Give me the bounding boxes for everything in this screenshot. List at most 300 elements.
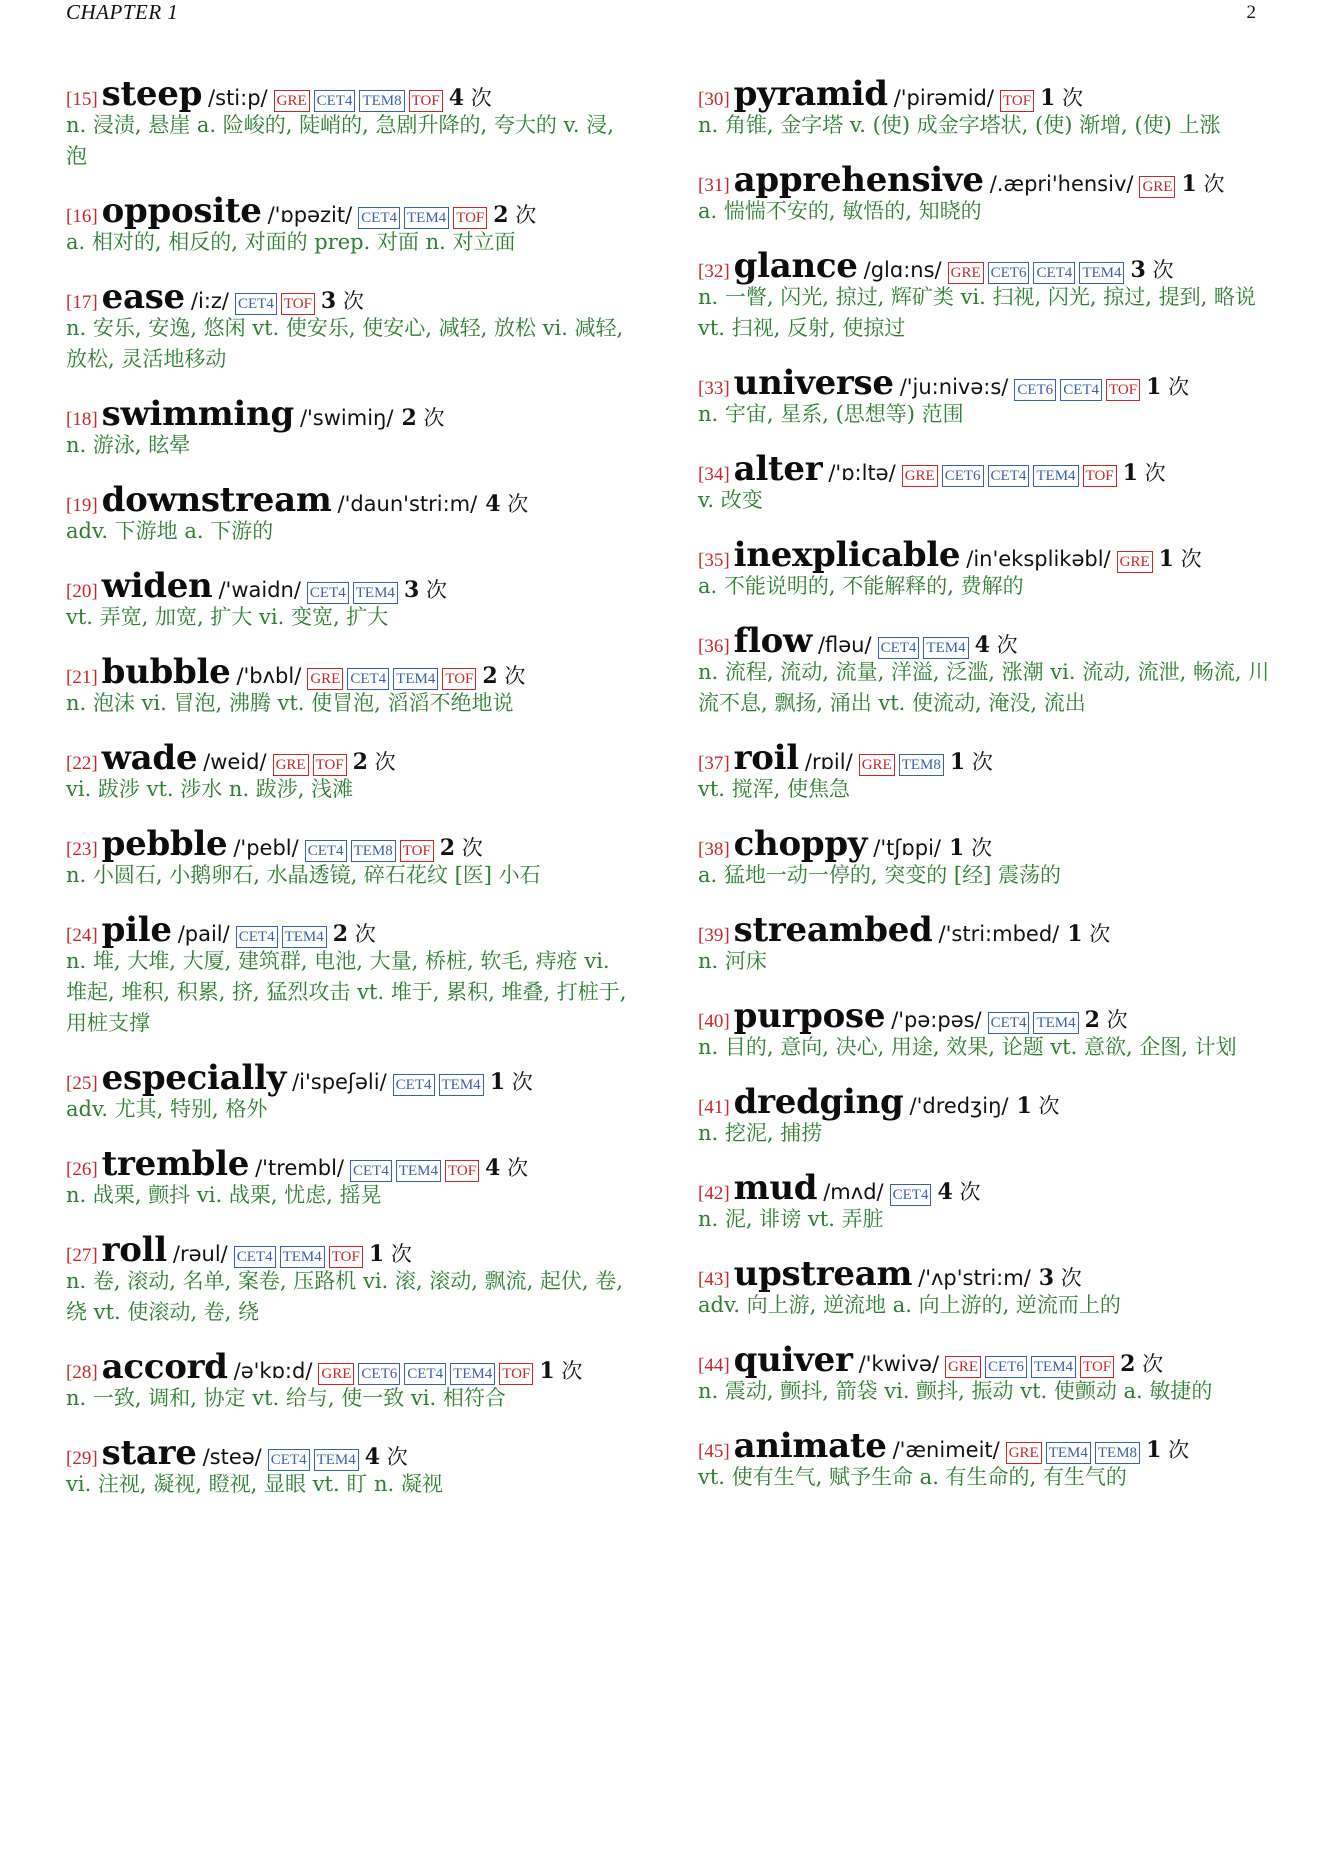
frequency-unit: 次 [561,1359,583,1383]
frequency-unit: 次 [461,836,483,860]
entry-index: [20] [66,581,98,602]
entry-index: [36] [698,636,730,657]
entry-headline [698,1426,1270,1466]
vocab-entry [66,277,636,375]
frequency-unit: 次 [1062,86,1084,110]
exam-tag-cet4: CET4 [236,926,278,948]
entry-headline [698,1082,1270,1122]
vocab-entry [698,363,1270,430]
entry-headline [698,1168,1270,1208]
frequency-count [1039,1262,1082,1292]
frequency-unit: 次 [423,406,445,430]
exam-tag-tof: TOF [442,668,476,690]
exam-tag-cet6: CET6 [1014,379,1056,401]
entry-headline [66,1347,636,1387]
vocab-entry [698,1082,1270,1149]
pronunciation: /i'speʃəli/ [292,1070,387,1094]
left-column [66,74,636,1500]
exam-tags [232,926,327,948]
entry-index: [34] [698,464,730,485]
exam-tag-cet6: CET6 [985,1356,1027,1378]
frequency-number: 4 [974,632,990,658]
exam-tags [1002,1442,1140,1464]
frequency-count [404,574,447,604]
entry-headline [66,394,636,434]
definition: adv. 向上游, 逆流地 a. 向上游的, 逆流而上的 [698,1293,1121,1317]
frequency-number: 4 [937,1179,953,1205]
exam-tag-tof: TOF [499,1363,533,1385]
pronunciation: /'pə:pəs/ [891,1008,982,1032]
vocab-entry [66,738,636,805]
exam-tags [303,668,476,690]
frequency-number: 1 [1146,374,1162,400]
frequency-number: 1 [1146,1437,1162,1463]
frequency-count [1085,1004,1128,1034]
entry-index: [24] [66,925,98,946]
exam-tag-tem4: TEM4 [1033,1012,1078,1034]
entry-headline [698,160,1270,200]
exam-tags [303,582,398,604]
exam-tag-gre: GRE [859,754,895,776]
vocab-entry [66,480,636,547]
headword: roll [101,1230,167,1270]
frequency-number: 2 [352,749,368,775]
frequency-count [1120,1348,1163,1378]
exam-tag-cet4: CET4 [314,90,356,112]
definition: n. 安乐, 安逸, 悠闲 vt. 使安乐, 使安心, 减轻, 放松 vi. 减轻, 放松, 灵活地移动 [66,316,624,371]
frequency-unit: 次 [390,1242,412,1266]
exam-tag-tof: TOF [453,207,487,229]
frequency-unit: 次 [507,492,529,516]
frequency-number: 2 [439,835,456,861]
entry-headline [698,824,1270,864]
exam-tag-cet4: CET4 [358,207,400,229]
exam-tag-tem4: TEM4 [404,207,449,229]
definition: n. 一瞥, 闪光, 掠过, 辉矿类 vi. 扫视, 闪光, 掠过, 提到, 略说 vt. 扫视, 反射, 使掠过 [698,285,1256,340]
exam-tag-cet4: CET4 [235,293,277,315]
pronunciation: /'pirəmid/ [893,86,994,110]
exam-tag-cet4: CET4 [878,637,920,659]
frequency-unit: 次 [511,1070,533,1094]
exam-tag-tem4: TEM4 [393,668,438,690]
headword: apprehensive [733,160,984,200]
frequency-unit: 次 [1180,547,1202,571]
frequency-number: 3 [320,288,337,314]
vocab-entry [698,1340,1270,1407]
frequency-number: 1 [539,1358,555,1384]
frequency-number: 2 [493,202,509,228]
frequency-number: 2 [401,405,417,431]
entry-headline [66,738,636,778]
frequency-number: 3 [1130,257,1146,283]
entry-index: [32] [698,261,730,282]
frequency-count [1130,254,1173,284]
frequency-count [949,832,992,862]
entry-headline [66,1230,636,1270]
vocab-entry [698,621,1270,719]
frequency-unit: 次 [959,1180,981,1204]
exam-tag-tof: TOF [409,90,443,112]
vocab-entry [66,652,636,719]
exam-tag-tof: TOF [1083,465,1117,487]
entry-index: [31] [698,175,730,196]
frequency-unit: 次 [1144,461,1166,485]
pronunciation: /ə'kɒ:d/ [233,1359,313,1383]
pronunciation: /pail/ [177,922,230,946]
definition: n. 目的, 意向, 决心, 用途, 效果, 论题 vt. 意欲, 企图, 计划 [698,1035,1237,1059]
pronunciation: /'ju:nivə:s/ [899,375,1009,399]
frequency-count [449,82,492,112]
exam-tag-gre: GRE [318,1363,354,1385]
entry-index: [39] [698,925,730,946]
frequency-number: 3 [403,577,420,603]
frequency-unit: 次 [515,203,537,227]
exam-tag-tof: TOF [1106,379,1140,401]
exam-tag-cet4: CET4 [393,1074,435,1096]
entry-headline [698,246,1270,286]
exam-tag-cet4: CET4 [347,668,389,690]
chapter-title: CHAPTER 1 [66,0,179,24]
definition: n. 泥, 诽谤 vt. 弄脏 [698,1207,884,1231]
pronunciation: /'dredʒiŋ/ [909,1094,1009,1118]
entry-index: [21] [66,667,98,688]
frequency-unit: 次 [1142,1352,1164,1376]
frequency-unit: 次 [1168,375,1190,399]
entry-headline [698,1340,1270,1380]
exam-tag-tem4: TEM4 [280,1246,325,1268]
entry-headline [66,191,636,231]
frequency-number: 2 [1084,1007,1100,1033]
entry-index: [44] [698,1355,730,1376]
definition: a. 惴惴不安的, 敏悟的, 知晓的 [698,199,982,223]
exam-tag-tem4: TEM4 [314,1449,359,1471]
exam-tag-tem8: TEM8 [359,90,404,112]
entry-headline [698,910,1270,950]
exam-tag-tof: TOF [313,754,347,776]
frequency-unit: 次 [1060,1266,1082,1290]
exam-tag-cet4: CET4 [1060,379,1102,401]
pronunciation: /mʌd/ [823,1180,884,1204]
frequency-unit: 次 [507,1156,529,1180]
frequency-number: 4 [485,1155,501,1181]
frequency-count [975,629,1018,659]
right-column [698,74,1270,1493]
pronunciation: /'trembl/ [255,1156,344,1180]
entry-index: [26] [66,1159,98,1180]
exam-tag-tem8: TEM8 [351,840,396,862]
frequency-unit: 次 [386,1445,408,1469]
pronunciation: /.æpri'hensiv/ [989,172,1134,196]
frequency-number: 4 [485,491,501,517]
vocab-entry [698,449,1270,516]
exam-tags [231,293,315,315]
frequency-count [539,1355,582,1385]
frequency-number: 1 [1122,460,1138,486]
exam-tag-tof: TOF [1000,90,1034,112]
entry-headline [66,74,636,114]
pronunciation: /'daun'stri:m/ [337,492,478,516]
vocab-entry [66,74,636,172]
definition: n. 战栗, 颤抖 vi. 战栗, 忧虑, 摇晃 [66,1183,382,1207]
frequency-count [937,1176,980,1206]
frequency-number: 4 [448,85,465,111]
frequency-unit: 次 [996,633,1018,657]
exam-tag-cet4: CET4 [890,1184,932,1206]
headword: tremble [101,1144,250,1184]
frequency-unit: 次 [1168,1438,1190,1462]
entry-headline [698,1254,1270,1294]
exam-tag-tem8: TEM8 [899,754,944,776]
pronunciation: /'ænimeit/ [892,1438,1000,1462]
frequency-unit: 次 [425,578,447,602]
exam-tag-cet4: CET4 [1033,262,1075,284]
definition: n. 浸渍, 悬崖 a. 险峻的, 陡峭的, 急剧升降的, 夸大的 v. 浸, 泡 [66,113,614,168]
frequency-unit: 次 [1106,1008,1128,1032]
entry-headline [698,996,1270,1036]
headword: pebble [101,824,228,864]
vocab-entry [698,74,1270,141]
pronunciation: /'tʃɒpi/ [873,836,941,860]
frequency-unit: 次 [970,836,992,860]
exam-tag-cet4: CET4 [305,840,347,862]
frequency-unit: 次 [1203,172,1225,196]
definition: adv. 下游地 a. 下游的 [66,519,274,543]
frequency-count [333,918,376,948]
exam-tag-gre: GRE [902,465,938,487]
entry-headline [698,74,1270,114]
exam-tags [264,1449,359,1471]
definition: n. 一致, 调和, 协定 vt. 给与, 使一致 vi. 相符合 [66,1386,506,1410]
headword: quiver [733,1340,853,1380]
definition: n. 游泳, 眩晕 [66,433,191,457]
frequency-count [401,402,444,432]
frequency-count [365,1441,408,1471]
headword: upstream [733,1254,913,1294]
exam-tag-cet4: CET4 [988,465,1030,487]
exam-tag-gre: GRE [945,1356,981,1378]
definition: adv. 尤其, 特别, 格外 [66,1097,268,1121]
pronunciation: /'pebl/ [233,836,299,860]
frequency-number: 1 [489,1069,505,1095]
headword: bubble [101,652,231,692]
exam-tag-tem4: TEM4 [450,1363,495,1385]
pronunciation: /'stri:mbed/ [938,922,1060,946]
frequency-unit: 次 [1152,258,1174,282]
entry-index: [30] [698,89,730,110]
headword: universe [733,363,894,403]
definition: n. 流程, 流动, 流量, 洋溢, 泛滥, 涨潮 vi. 流动, 流泄, 畅流, 川流不息, 飘扬, 涌出 vt. 使流动, 淹没, 流出 [698,660,1270,715]
entry-index: [33] [698,378,730,399]
definition: vi. 跋涉 vt. 涉水 n. 跋涉, 浅滩 [66,777,354,801]
definition: vi. 注视, 凝视, 瞪视, 显眼 vt. 盯 n. 凝视 [66,1472,443,1496]
frequency-count [369,1238,412,1268]
vocab-entry [66,1058,636,1125]
exam-tag-cet4: CET4 [268,1449,310,1471]
exam-tags [389,1074,484,1096]
vocab-entry [66,910,636,1039]
headword: downstream [101,480,332,520]
definition: n. 小圆石, 小鹅卵石, 水晶透镜, 碎石花纹 [医] 小石 [66,863,541,887]
pronunciation: /fləu/ [817,633,872,657]
definition: vt. 弄宽, 加宽, 扩大 vi. 变宽, 扩大 [66,605,389,629]
exam-tags [270,90,443,112]
frequency-count [1159,543,1202,573]
frequency-unit: 次 [342,289,364,313]
headword: pyramid [733,74,888,114]
headword: dredging [733,1082,904,1122]
frequency-count [1067,918,1110,948]
exam-tag-tem4: TEM4 [1031,1356,1076,1378]
frequency-count [353,746,396,776]
pronunciation: /'ɒpəzit/ [267,203,353,227]
frequency-number: 2 [482,663,498,689]
vocab-entry [698,160,1270,227]
entry-index: [27] [66,1245,98,1266]
frequency-number: 1 [1040,85,1056,111]
pronunciation: /'waidn/ [218,578,301,602]
entry-headline [66,824,636,864]
exam-tag-gre: GRE [1006,1442,1042,1464]
frequency-count [321,285,364,315]
headword: flow [733,621,812,661]
frequency-count [440,832,483,862]
exam-tag-cet4: CET4 [988,1012,1030,1034]
exam-tags [874,637,969,659]
pronunciation: /i:z/ [190,289,229,313]
entry-index: [29] [66,1448,98,1469]
headword: glance [733,246,858,286]
exam-tags [354,207,487,229]
vocab-entry [698,824,1270,891]
exam-tag-tem4: TEM4 [1079,262,1124,284]
vocab-entry [698,738,1270,805]
headword: pile [101,910,172,950]
headword: streambed [733,910,933,950]
frequency-unit: 次 [354,922,376,946]
definition: n. 震动, 颤抖, 箭袋 vi. 颤抖, 振动 vt. 使颤动 a. 敏捷的 [698,1379,1213,1403]
exam-tags [944,262,1125,284]
headword: swimming [101,394,294,434]
exam-tags [346,1160,479,1182]
headword: alter [733,449,823,489]
pronunciation: /'swimiŋ/ [299,406,394,430]
page-number: 2 [1246,2,1256,23]
headword: widen [101,566,213,606]
frequency-count [1181,168,1224,198]
headword: opposite [101,191,262,231]
headword: choppy [733,824,868,864]
exam-tags [269,754,347,776]
exam-tag-cet4: CET4 [350,1160,392,1182]
exam-tag-cet4: CET4 [234,1246,276,1268]
entry-index: [19] [66,495,98,516]
headword: purpose [733,996,886,1036]
entry-headline [66,910,636,950]
definition: n. 宇宙, 星系, (思想等) 范围 [698,402,964,426]
pronunciation: /'ɒ:ltə/ [828,461,896,485]
entry-index: [38] [698,839,730,860]
pronunciation: /'bʌbl/ [236,664,302,688]
exam-tag-gre: GRE [307,668,343,690]
definition: vt. 搅浑, 使焦急 [698,777,851,801]
frequency-unit: 次 [971,750,993,774]
exam-tag-tof: TOF [400,840,434,862]
frequency-unit: 次 [1038,1094,1060,1118]
definition: n. 角锥, 金字塔 v. (使) 成金字塔状, (使) 渐增, (使) 上涨 [698,113,1221,137]
entry-index: [22] [66,753,98,774]
definition: n. 挖泥, 捕捞 [698,1121,823,1145]
vocab-entry [66,824,636,891]
frequency-number: 1 [1067,921,1083,947]
pronunciation: /glɑ:ns/ [863,258,942,282]
entry-index: [25] [66,1073,98,1094]
entry-headline [66,277,636,317]
frequency-number: 1 [368,1241,385,1267]
exam-tag-tof: TOF [281,293,315,315]
headword: inexplicable [733,535,961,575]
pronunciation: /steə/ [202,1445,262,1469]
entry-index: [37] [698,753,730,774]
exam-tag-tof: TOF [329,1246,363,1268]
exam-tag-tof: TOF [445,1160,479,1182]
exam-tags [984,1012,1079,1034]
vocab-entry [698,996,1270,1063]
entry-headline [66,1058,636,1098]
vocab-entry [66,566,636,633]
frequency-number: 2 [1120,1351,1136,1377]
exam-tag-cet6: CET6 [988,262,1030,284]
definition: n. 堆, 大堆, 大厦, 建筑群, 电池, 大量, 桥桩, 软毛, 痔疮 vi. 堆起, 堆积, 积累, 挤, 猛烈攻击 vt. 堆于, 累积, 堆叠, 打桩于, 用桩支撑 [66,949,627,1035]
entry-index: [16] [66,206,98,227]
frequency-unit: 次 [504,664,526,688]
frequency-count [1016,1090,1059,1120]
vocab-entry [698,246,1270,344]
exam-tags [1010,379,1140,401]
pronunciation: /weid/ [203,750,267,774]
frequency-number: 1 [948,835,965,861]
frequency-count [950,746,993,776]
entry-headline [698,621,1270,661]
entry-index: [17] [66,292,98,313]
entry-headline [66,1433,636,1473]
frequency-unit: 次 [374,750,396,774]
exam-tags [886,1184,932,1206]
exam-tags [941,1356,1114,1378]
frequency-number: 1 [1016,1093,1032,1119]
entry-index: [41] [698,1097,730,1118]
exam-tags [855,754,944,776]
frequency-number: 3 [1038,1265,1055,1291]
entry-headline [66,566,636,606]
entry-index: [18] [66,409,98,430]
exam-tags [301,840,434,862]
vocab-entry [66,1144,636,1211]
frequency-count [493,199,536,229]
frequency-number: 2 [332,921,349,947]
definition: n. 河床 [698,949,767,973]
vocab-entry [66,1433,636,1500]
definition: v. 改变 [698,488,763,512]
vocab-entry [698,910,1270,977]
entry-index: [15] [66,89,98,110]
frequency-number: 4 [364,1444,381,1470]
vocab-entry [698,1426,1270,1493]
frequency-number: 1 [1181,171,1197,197]
headword: ease [101,277,185,317]
frequency-count [485,488,528,518]
exam-tag-tof: TOF [1080,1356,1114,1378]
frequency-unit: 次 [470,86,492,110]
